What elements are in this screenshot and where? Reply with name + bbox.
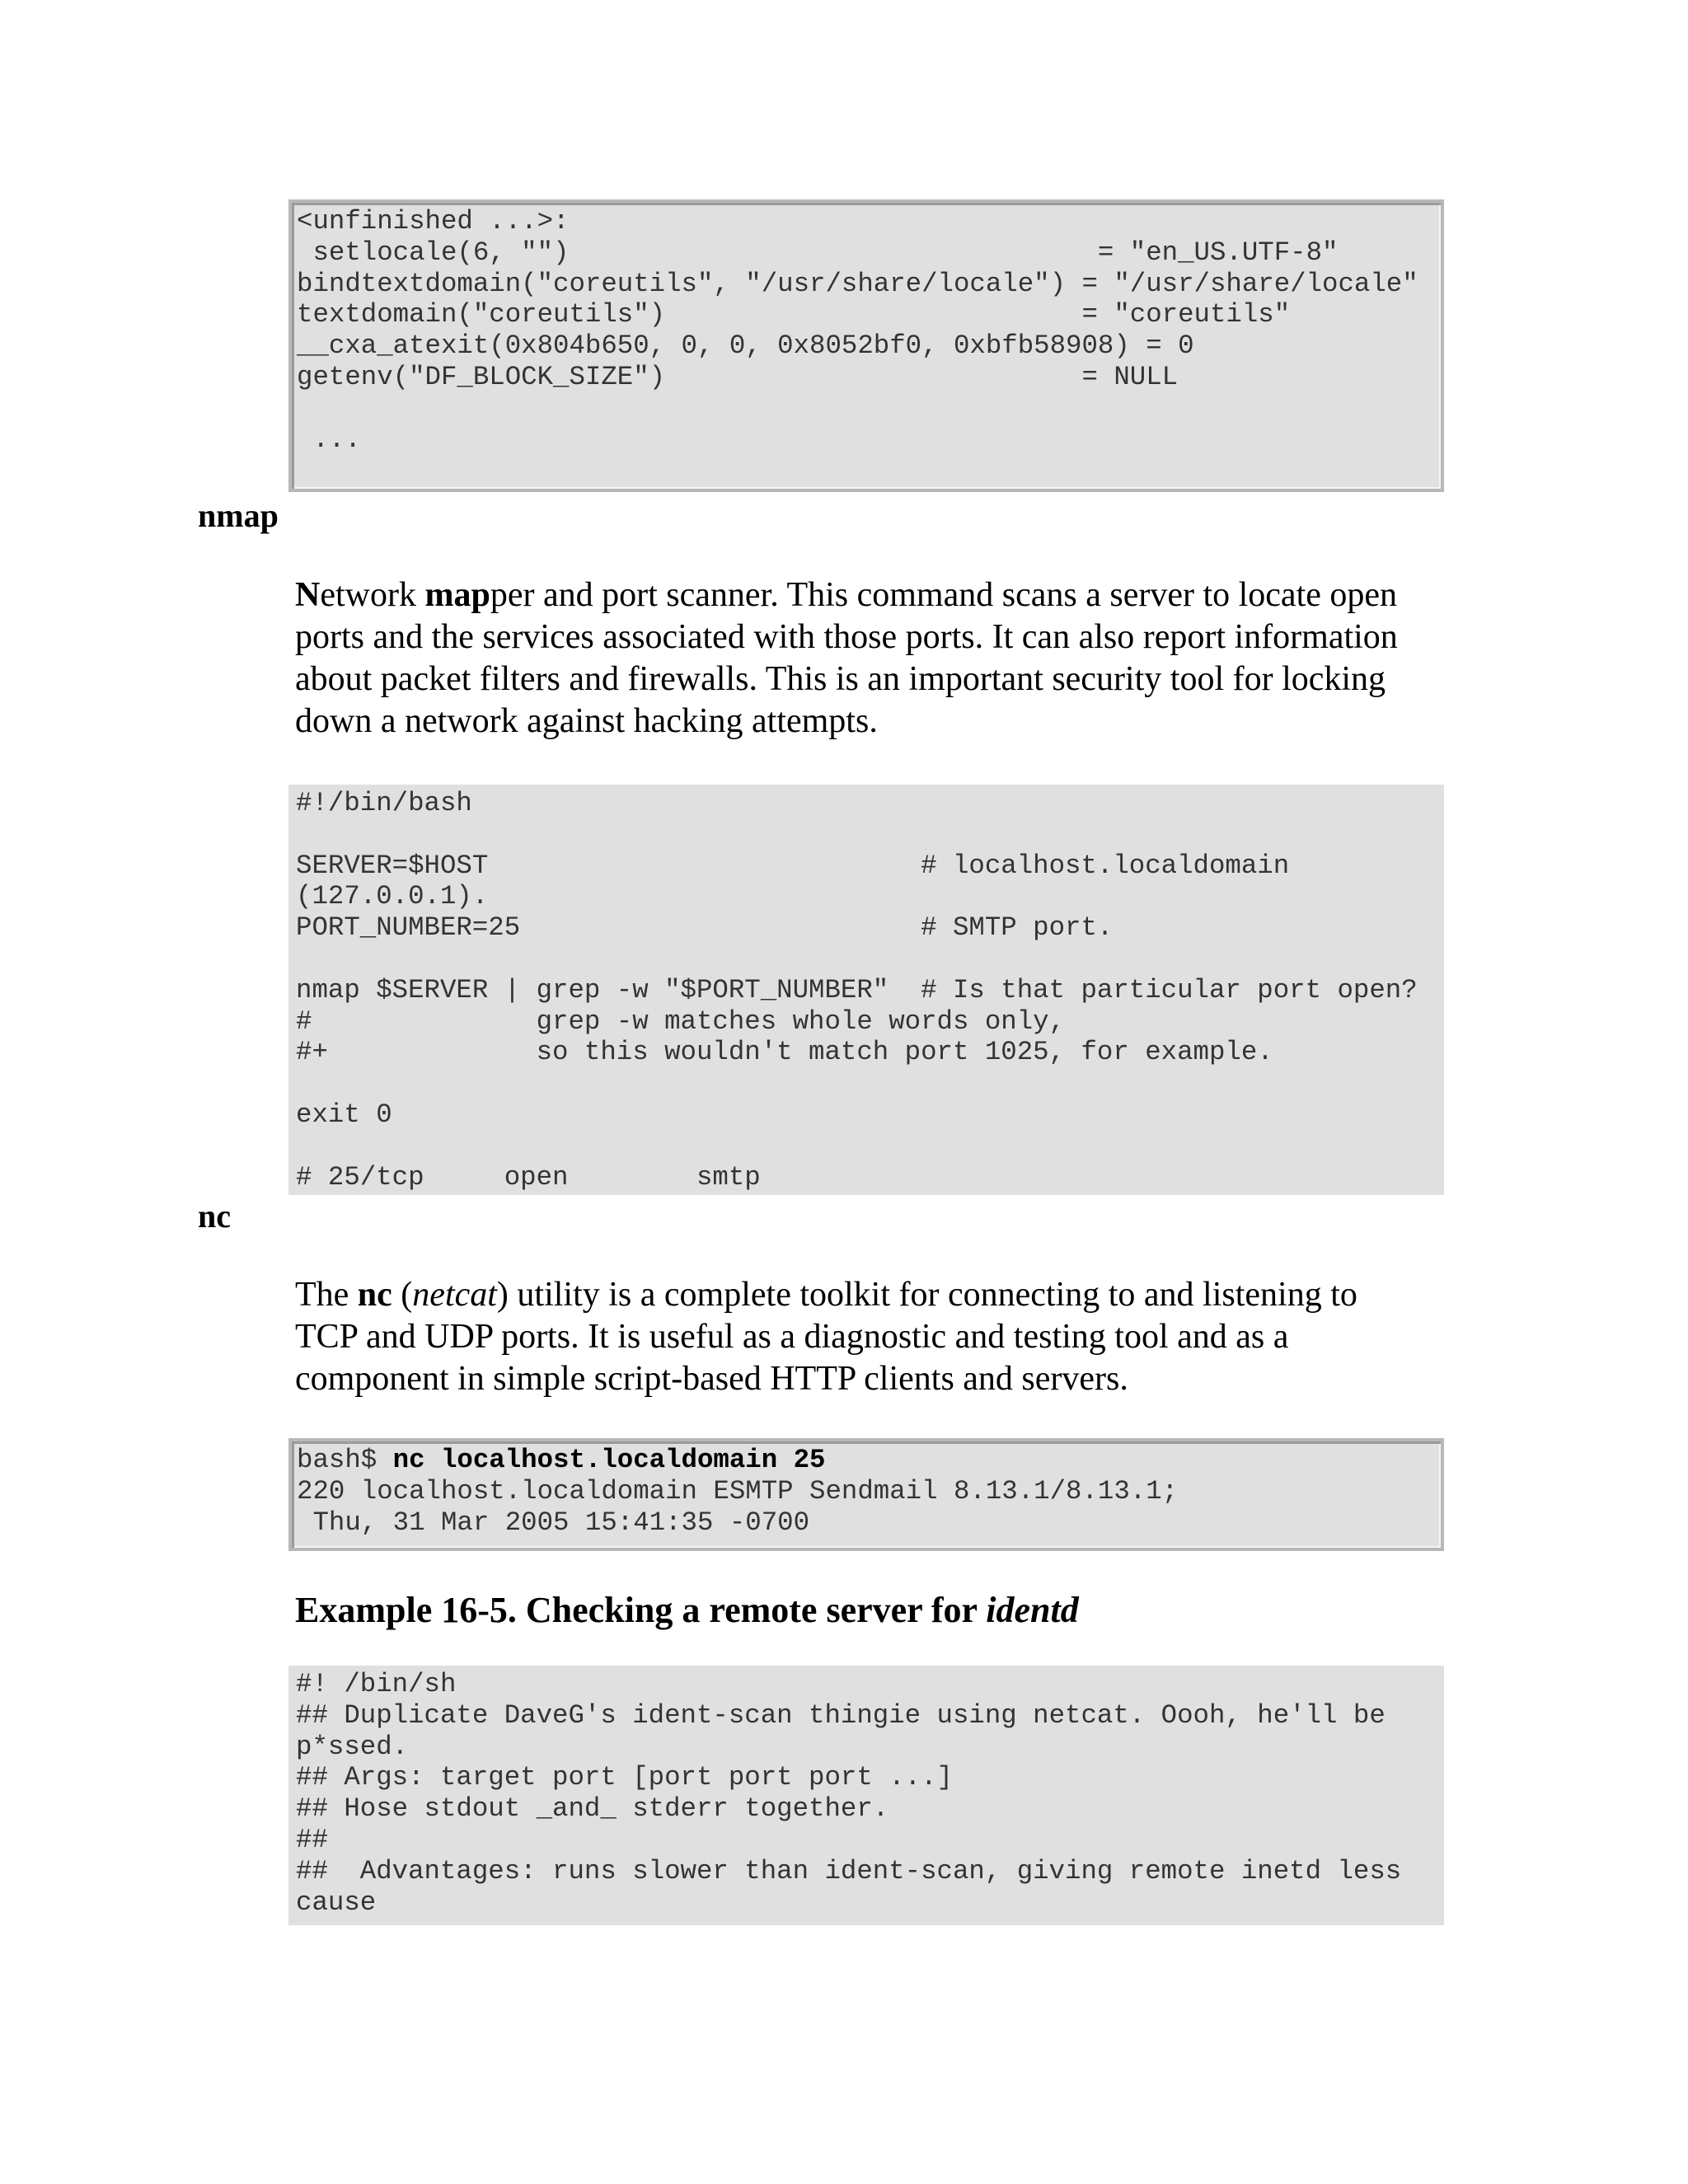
code-line: ## Args: target port [port port port ...] bbox=[296, 1762, 953, 1793]
code-line: PORT_NUMBER=25 # SMTP port. bbox=[296, 912, 1114, 944]
term-nmap: nmap bbox=[198, 497, 279, 534]
command-alias: netcat bbox=[412, 1276, 497, 1314]
code-line: exit 0 bbox=[296, 1099, 392, 1130]
example-title-emphasis: identd bbox=[986, 1590, 1079, 1630]
nmap-description: Network mapper and port scanner. This command scans a server to locate open ports and the services associated with those ports. It can also report information about packet filters and firewalls. This is an important security tool for locking down a network against hacking attempts. bbox=[295, 576, 1398, 740]
code-line: #!/bin/bash bbox=[296, 788, 472, 818]
code-block-nc-session bbox=[288, 1438, 1444, 1551]
code-line: 220 localhost.localdomain ESMTP Sendmail 8.13.1/8.13.1; bbox=[297, 1475, 1179, 1507]
code-block-ident-scan bbox=[288, 1666, 1444, 1925]
code-line: ## Advantages: runs slower than ident-scan, giving remote inetd less bbox=[296, 1855, 1402, 1886]
shell-command: nc localhost.localdomain 25 bbox=[392, 1445, 826, 1475]
shell-prompt: bash$ bbox=[297, 1445, 393, 1475]
code-line: <unfinished ...>: bbox=[297, 206, 570, 237]
code-line: # grep -w matches whole words only, bbox=[296, 1005, 1066, 1037]
code-line: Thu, 31 Mar 2005 15:41:35 -0700 bbox=[297, 1507, 810, 1538]
acronym-letter: N bbox=[295, 576, 321, 614]
command-name: nc bbox=[357, 1276, 392, 1314]
code-line: ## Duplicate DaveG's ident-scan thingie using netcat. Oooh, he'll be bbox=[296, 1699, 1386, 1731]
code-line: getenv("DF_BLOCK_SIZE") = NULL bbox=[297, 361, 1179, 392]
code-block-ltrace-output bbox=[288, 199, 1444, 492]
code-block-nmap-script bbox=[288, 785, 1444, 1195]
code-line: __cxa_atexit(0x804b650, 0, 0, 0x8052bf0, 0xbfb58908) = 0 bbox=[297, 330, 1194, 362]
code-line: (127.0.0.1). bbox=[296, 881, 489, 912]
term-nc: nc bbox=[198, 1197, 231, 1235]
code-line: bindtextdomain("coreutils", "/usr/share/locale") = "/usr/share/locale" bbox=[297, 268, 1418, 299]
example-title: Example 16-5. Checking a remote server for identd bbox=[295, 1590, 1079, 1630]
nc-description: The nc (netcat) utility is a complete toolkit for connecting to and listening to TCP and UDP ports. It is useful as a diagnostic and testing tool and as a component in simple script-based HTTP clients and servers. bbox=[295, 1276, 1357, 1398]
code-line: textdomain("coreutils") = "coreutils" bbox=[297, 299, 1291, 330]
code-line: ## bbox=[296, 1824, 328, 1855]
code-line: #! /bin/sh bbox=[296, 1669, 457, 1699]
code-line: # 25/tcp open smtp bbox=[296, 1161, 761, 1193]
code-line: #+ so this wouldn't match port 1025, for example. bbox=[296, 1037, 1273, 1068]
code-line: cause bbox=[296, 1886, 377, 1918]
code-line: nmap $SERVER | grep -w "$PORT_NUMBER" # Is that particular port open? bbox=[296, 974, 1418, 1005]
code-line: ... bbox=[297, 424, 361, 455]
acronym-letters: map bbox=[424, 576, 490, 614]
code-line: p*ssed. bbox=[296, 1731, 409, 1762]
code-line: setlocale(6, "") = "en_US.UTF-8" bbox=[297, 237, 1339, 268]
code-line: SERVER=$HOST # localhost.localdomain bbox=[296, 850, 1290, 881]
code-line: ## Hose stdout _and_ stderr together. bbox=[296, 1793, 889, 1825]
